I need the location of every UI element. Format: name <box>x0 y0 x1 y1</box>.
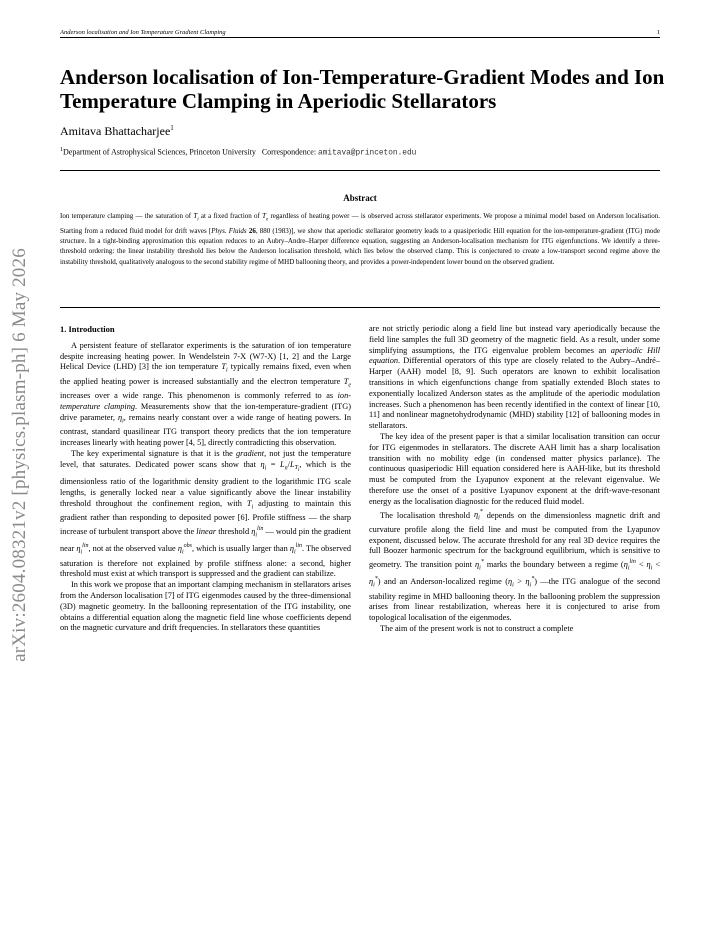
paragraph: are not strictly periodic along a field line but instead vary aperiodically because the field line samples the full 3D geometry of the magnetic field. As a result, under some simplifying assumptions, the ITG eigenvalue problem becomes an aperiodic Hill equation. Differential operators of this type are closely related to the Aubry–André–Harper (AAH) model [8, 9]. Such operators are known to exhibit localisation transitions in which eigenfunctions change from spatially extended Bloch states to exponentially localized Anderson states as the amplitude of the aperiodic modulation increases. Such a phenomenon has been recently identified in the context of linear [10, 11] and nonlinear magnetohydrodynamic (MHD) stability [12] of ballooning modes in stellarators. <box>369 324 661 431</box>
paragraph: The key idea of the present paper is that a similar localisation transition can occur for ITG eigenmodes in stellarators. The discrete AAH limit has a sharp localisation transition with no mobility edge (in condensed matter physics parlance). The continuous quasiperiodic Hill equation considered here is AAH-like, but its threshold must be computed from the Lyapunov exponent at the relevant eigenvalue. We therefore use the onset of a positive Lyapunov exponent at the drift-wave-resonant energy as the localisation diagnostic for the reduced fluid model. <box>369 431 660 506</box>
paragraph: The localisation threshold $\eta_i^*$ depends on the dimensionless magnetic drift and curvature profile along the field line and must be computed from the Lyapunov exponent, discussed below. The accurate threshold for any real 3D device requires the full Boozer harmonic spectrum for the background equilibrium, which is sensitive to geometry. The transition point $\eta_i^*$ marks the boundary between a regime $(\eta_i^{lin} < \eta_i < \eta_i^*)$ and an Anderson-localized regime $(\eta_i > \eta_i^*)$ —the ITG analogue of the second stability regime in MHD ballooning theory. In the ballooning problem the suppression arises from linear restabilization, whereas here it is conjectured to arise from topological localisation of the eigenmodes. <box>369 509 661 623</box>
affiliation-text: Department of Astrophysical Sciences, Princeton University <box>63 147 256 157</box>
paper-title: Anderson localisation of Ion-Temperature-Gradient Modes and Ion Temperature Clamping in Aperiodic Stellarators <box>60 65 665 113</box>
author-line <box>60 124 174 139</box>
paragraph: A persistent feature of stellarator experiments is the saturation of ion temperature despite increasing heating power. In Wendelstein 7-X (W7-X) [1, 2] and the Large Helical Device (LHD) [3] the ion temperature $T_i$ typically remains fixed, even when the applied heating power is increased substantially and the electron temperature $T_e$ increases over a wide range. This phenomenon is commonly referred to as ion-temperature clamping. Measurements show that the ion-temperature-gradient (ITG) drive parameter, $\eta_i$, remains nearly constant over a wide range of heating powers. In contrast, standard quasilinear ITG transport theory predicts that the ion temperature increases linearly with heating power [4, 5], directly contradicting this observation. <box>60 340 352 448</box>
arxiv-stamp-text: arXiv:2604.08321v2 [physics.plasm-ph] 6 May 2026 <box>9 248 30 662</box>
column-right <box>369 324 660 635</box>
abstract-heading: Abstract <box>343 193 377 203</box>
correspondence-label: Correspondence: <box>261 147 317 157</box>
title-rule <box>60 170 660 171</box>
paragraph: The aim of the present work is not to construct a complete <box>380 623 574 633</box>
column-left <box>60 324 351 634</box>
paragraph: In this work we propose that an important clamping mechanism in stellarators arises from the Anderson localisation [7] of ITG eigenmodes caused by the three-dimensional (3D) magnetic geometry. In the ballooning representation of the ITG instability, one obtains a differential equation along the magnetic field line whose coefficients depend on the magnetic curvature and drift frequencies. In stellarators these quantities <box>60 580 351 633</box>
paragraph: The key experimental signature is that it is the gradient, not just the temperature level, that saturates. Dedicated power scans show that $\eta_i = L_n/L_{T_i}$, which is the dimensionless ratio of the logarithmic density gradient to the logarithmic ITG scale lengths, is generally locked near a value significantly above the linear instability threshold throughout the confinement region, with $T_i$ adjusting to maintain this gradient rather than responding to deposited power [6]. Profile stiffness — the sharp increase of turbulent transport above the linear threshold $\eta_i^{lin}$ — would pin the gradient near $\eta_i^{lin}$, not at the observed value $\eta_i^{obs}$, which is usually larger than $\eta_i^{lin}$. The observed saturation is therefore not explained by profile stiffness alone: a second, higher threshold must exist at which transport is suppressed and the gradient can stabilize. <box>60 448 351 579</box>
header-rule <box>60 37 660 38</box>
affiliation-line <box>60 147 416 158</box>
arxiv-stamp <box>0 0 40 932</box>
author-name: Amitava Bhattacharjee <box>60 124 171 138</box>
running-header-title: Anderson localisation and Ion Temperature Gradient Clamping <box>60 29 226 36</box>
page-number: 1 <box>656 29 660 36</box>
abstract-text: Ion temperature clamping — the saturation of $T_i$ at a fixed fraction of $T_e$ regardless of heating power — is observed across stellarator experiments. We propose a minimal model based on Anderson localisation. Starting from a reduced fluid model for drift waves [Phys. Fluids 26, 880 (1983)], we show that aperiodic stellarator geometry leads to a quasiperiodic Hill equation for the ion-temperature-gradient (ITG) mode structure. In a tight-binding approximation this equation reduces to an Aubry–Andre–Harper difference equation, suggesting an Anderson-localisation mechanism for ITG eigenfunctions. We identify a three-threshold ordering: the linear instability threshold lies below the Anderson localisation threshold, which lies below the observed clamp. This is conjectured to create a low-transport second regime above the instability threshold, qualitatively analogous to the second stability regime of MHD ballooning theory, and provides a power-independent lower bound on the observed gradient. <box>60 212 661 266</box>
affil-mark: 1 <box>60 147 63 153</box>
section-heading: 1. Introduction <box>60 324 115 334</box>
author-affil-mark: 1 <box>170 124 174 132</box>
email-link[interactable]: amitava@princeton.edu <box>318 149 417 158</box>
abstract-rule <box>60 307 660 308</box>
